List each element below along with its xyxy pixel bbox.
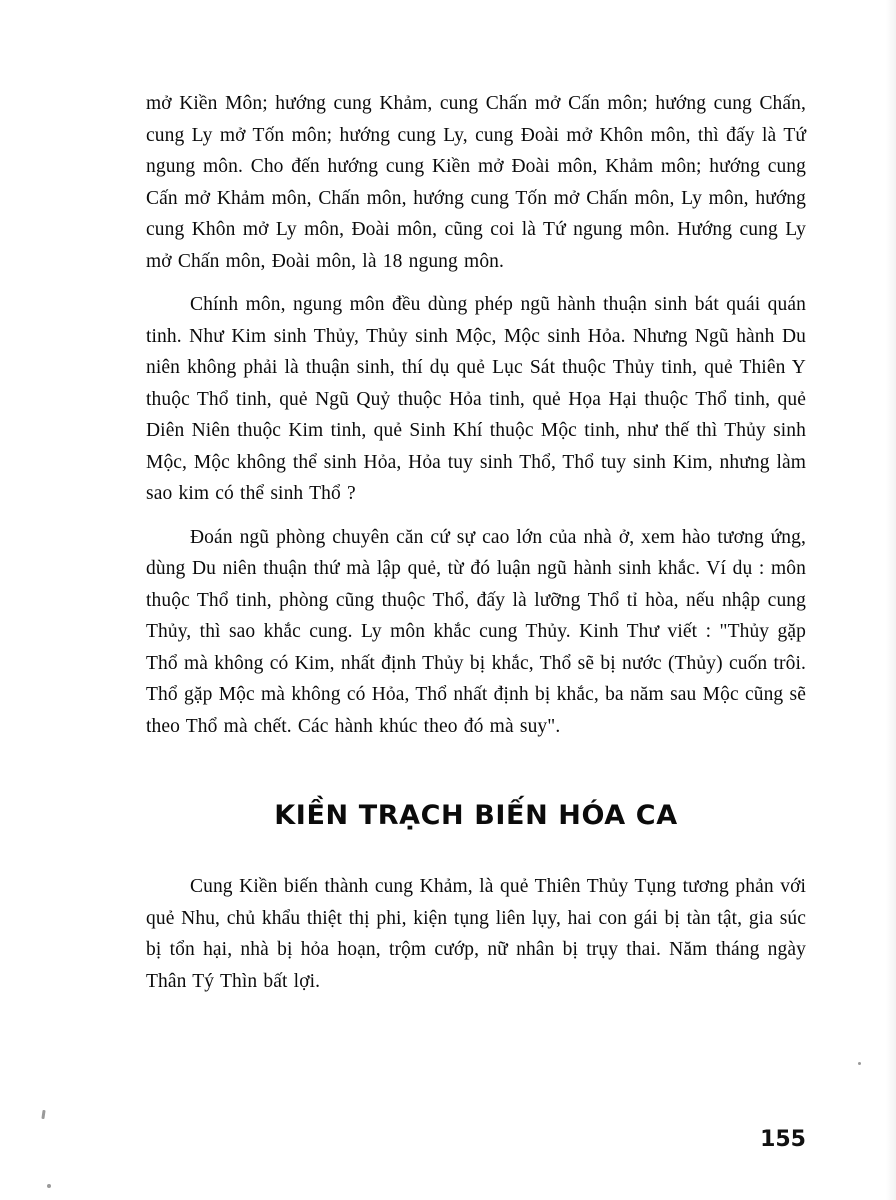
scan-speck xyxy=(41,1110,45,1119)
page-content xyxy=(146,88,806,997)
scan-speck xyxy=(47,1184,51,1188)
section-paragraph-1: Cung Kiền biến thành cung Khảm, là quẻ Thiên Thủy Tụng tương phản với quẻ Nhu, chủ khẩu thiệt thị phi, kiện tụng liên lụy, hai con gái bị tàn tật, gia súc bị tổn hại, nhà bị hỏa hoạn, trộm cướp, nữ nhân bị trụy thai. Năm tháng ngày Thân Tý Thìn bất lợi. xyxy=(146,876,806,992)
paragraph-1: mở Kiền Môn; hướng cung Khảm, cung Chấn mở Cấn môn; hướng cung Chấn, cung Ly mở Tốn môn; hướng cung Ly, cung Đoài mở Khôn môn, thì đấy là Tứ ngung môn. Cho đến hướng cung Kiền mở Đoài môn, Khảm môn; hướng cung Cấn mở Khảm môn, Chấn môn, hướng cung Tốn mở Chấn môn, Ly môn, hướng cung Khôn mở Ly môn, Đoài môn, cũng coi là Tứ ngung môn. Hướng cung Ly mở Chấn môn, Đoài môn, là 18 ngung môn. xyxy=(146,93,806,272)
scan-speck xyxy=(858,1062,861,1065)
paragraph-3: Đoán ngũ phòng chuyên căn cứ sự cao lớn của nhà ở, xem hào tương ứng, dùng Du niên thuận thứ mà lập quẻ, từ đó luận ngũ hành sinh khắc. Ví dụ : môn thuộc Thổ tinh, phòng cũng thuộc Thổ, đấy là lưỡng Thổ tỉ hòa, nếu nhập cung Thủy, thì sao khắc cung. Ly môn khắc cung Thủy. Kinh Thư viết : "Thủy gặp Thổ mà không có Kim, nhất định Thủy bị khắc, Thổ sẽ bị nước (Thủy) cuốn trôi. Thổ gặp Mộc mà không có Hỏa, Thổ nhất định bị khắc, ba năm sau Mộc cũng sẽ theo Thổ mà chết. Các hành khúc theo đó mà suy". xyxy=(146,526,806,737)
section-title: KIỀN TRẠCH BIẾN HÓA CA xyxy=(274,800,678,831)
page-edge-shadow xyxy=(886,0,896,1200)
page-number: 155 xyxy=(760,1127,806,1152)
paragraph-2: Chính môn, ngung môn đều dùng phép ngũ hành thuận sinh bát quái quán tinh. Như Kim sinh Thủy, Thủy sinh Mộc, Mộc sinh Hỏa. Nhưng Ngũ hành Du niên không phải là thuận sinh, thí dụ quẻ Lục Sát thuộc Thủy tinh, quẻ Thiên Y thuộc Thổ tinh, quẻ Ngũ Quỷ thuộc Hỏa tinh, quẻ Họa Hại thuộc Thổ tinh, quẻ Diên Niên thuộc Kim tinh, quẻ Sinh Khí thuộc Mộc tinh, như thế thì Thủy sinh Mộc, Mộc không thể sinh Hỏa, Hỏa tuy sinh Thổ, Thổ tuy sinh Kim, nhưng làm sao kim có thể sinh Thổ ? xyxy=(146,294,806,504)
